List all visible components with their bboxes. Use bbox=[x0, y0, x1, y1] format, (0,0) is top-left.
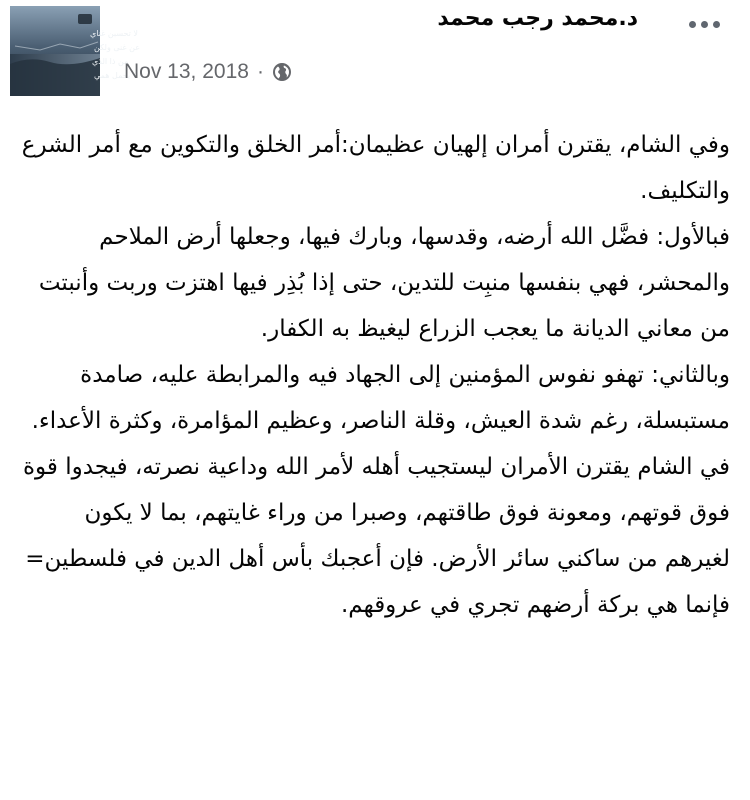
avatar[interactable] bbox=[10, 6, 141, 96]
more-options-dot bbox=[701, 21, 708, 28]
avatar-caption-line: لا تحسبن غناي bbox=[90, 29, 138, 38]
post-paragraph: وفي الشام، يقترن أمران إلهيان عظيمان:أمر الخلق والتكوين مع أمر الشرع والتكليف. bbox=[21, 132, 730, 204]
more-options-dot bbox=[713, 21, 720, 28]
avatar-caption-line: من ذا الذي bbox=[92, 57, 129, 66]
more-options-icon bbox=[689, 21, 696, 28]
globe-icon[interactable] bbox=[272, 62, 292, 82]
more-options-button[interactable] bbox=[686, 10, 722, 38]
avatar-image bbox=[10, 6, 141, 96]
avatar-caption-line: عن غنى ولكن bbox=[94, 43, 141, 52]
post-paragraph: في الشام يقترن الأمران ليستجيب أهله لأمر الله وداعية نصرته، فيجدوا قوة فوق قوتهم، ومعونة فوق طاقتهم، وصبرا من وراء غايتهم، بما لا يكون لغيرهم من ساكني سائر الأرض. فإن أعجبك بأس أهل الدين في فلسطين= فإنما هي بركة أرضهم تجري في عروقهم. bbox=[22, 454, 730, 618]
meta-separator: · bbox=[256, 60, 264, 83]
post-paragraph: فبالأول: فضَّل الله أرضه، وقدسها، وبارك فيها، وجعلها أرض الملاحم والمحشر، فهي بنفسها منبِت للتدين، حتى إذا بُذِر فيها اهتزت وربت وأنبتت من معاني الديانة ما يعجب الزراع ليغيظ به الكفار. bbox=[38, 224, 730, 342]
post-header bbox=[0, 0, 750, 100]
post-meta bbox=[124, 60, 292, 84]
post-body bbox=[18, 122, 730, 628]
post-date[interactable]: Nov 13, 2018 bbox=[124, 60, 249, 83]
post-paragraph: وبالثاني: تهفو نفوس المؤمنين إلى الجهاد فيه والمرابطة عليه، صامدة مستبسلة، رغم شدة العيش، وقلة الناصر، وعظيم المؤامرة، وكثرة الأعداء. bbox=[31, 362, 730, 434]
avatar-caption-line: يحمل همي bbox=[94, 71, 131, 80]
author-name[interactable]: د.محمد رجب محمد bbox=[437, 6, 638, 31]
